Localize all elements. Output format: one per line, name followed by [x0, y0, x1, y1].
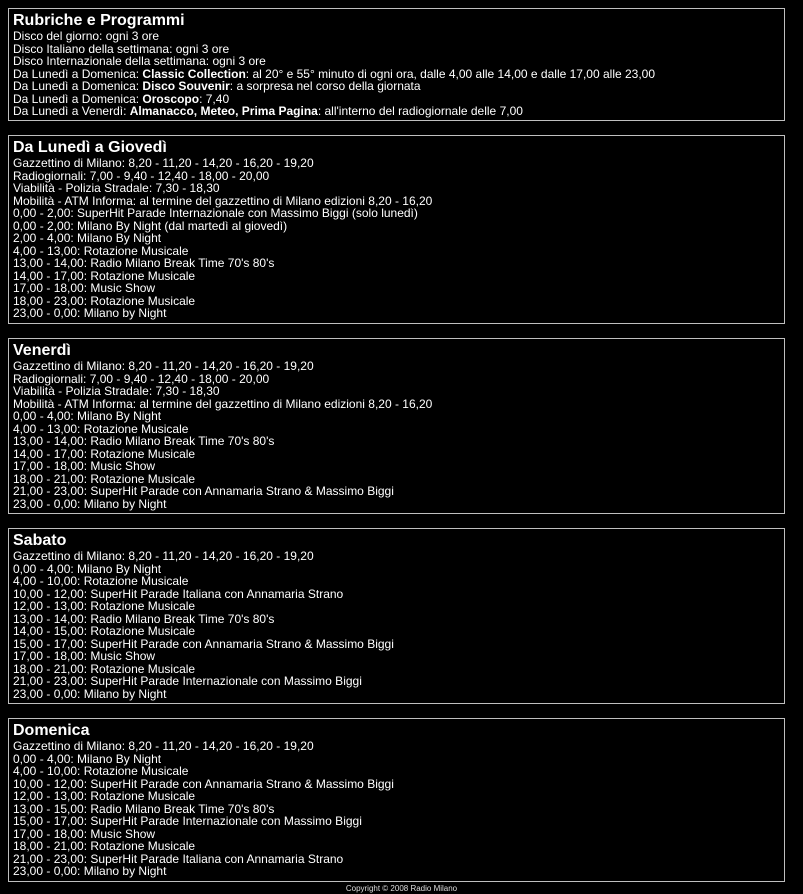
section-venerdi: [8, 338, 785, 514]
schedule-line: Da Lunedì a Domenica: Classic Collection: al 20° e 55° minuto di ogni ora, dalle 4,00 alle 14,00 e dalle 17,00 alle 23,00: [13, 66, 656, 81]
schedule-line: 18,00 - 21,00: Rotazione Musicale: [13, 661, 196, 676]
schedule-line: 14,00 - 15,00: Rotazione Musicale: [13, 624, 196, 638]
schedule-line: 12,00 - 13,00: Rotazione Musicale: [13, 789, 196, 803]
schedule-line: 17,00 - 18,00: Music Show: [13, 281, 156, 295]
section-title: Rubriche e Programmi: [13, 12, 185, 29]
schedule-line: 23,00 - 0,00: Milano by Night: [13, 686, 167, 701]
schedule-line: Da Lunedì a Venerdì: Almanacco, Meteo, Prima Pagina: all'interno del radiogiornale delle 7,00: [13, 104, 523, 118]
schedule-line: 13,00 - 14,00: Radio Milano Break Time 70's 80's: [13, 434, 275, 448]
schedule-line: 4,00 - 10,00: Rotazione Musicale: [13, 764, 189, 778]
schedule-line: 2,00 - 4,00: Milano By Night: [13, 231, 162, 245]
schedule-line: Disco del giorno: ogni 3 ore: [13, 29, 160, 43]
schedule-line: 4,00 - 10,00: Rotazione Musicale: [13, 574, 189, 588]
schedule-line: Gazzettino di Milano: 8,20 - 11,20 - 14,20 - 16,20 - 19,20: [13, 156, 314, 170]
schedule-line: 4,00 - 13,00: Rotazione Musicale: [13, 421, 189, 436]
schedule-line: 21,00 - 23,00: SuperHit Parade con Annamaria Strano & Massimo Biggi: [13, 484, 394, 498]
section-title: Da Lunedì a Giovedì: [13, 139, 167, 156]
section-title: Sabato: [13, 532, 67, 549]
schedule-line: 0,00 - 2,00: SuperHit Parade Internazionale con Massimo Biggi (solo lunedì): [13, 206, 418, 220]
schedule-line: 13,00 - 14,00: Radio Milano Break Time 70's 80's: [13, 256, 275, 270]
schedule-line: 18,00 - 23,00: Rotazione Musicale: [13, 293, 196, 308]
section-title: Venerdì: [13, 342, 71, 359]
schedule-line: 17,00 - 18,00: Music Show: [13, 826, 156, 841]
schedule-line: Radiogiornali: 7,00 - 9,40 - 12,40 - 18,00 - 20,00: [13, 168, 270, 183]
schedule-line: 17,00 - 18,00: Music Show: [13, 459, 156, 473]
schedule-line: 18,00 - 21,00: Rotazione Musicale: [13, 839, 196, 853]
section-title: Domenica: [13, 722, 90, 739]
schedule-line: Viabilità - Polizia Stradale: 7,30 - 18,30: [13, 181, 220, 195]
schedule-line: 13,00 - 14,00: Radio Milano Break Time 70's 80's: [13, 611, 275, 626]
section-sabato: [8, 528, 785, 704]
schedule-line: 17,00 - 18,00: Music Show: [13, 649, 156, 663]
schedule-line: 14,00 - 17,00: Rotazione Musicale: [13, 446, 196, 461]
schedule-line: 10,00 - 12,00: SuperHit Parade Italiana con Annamaria Strano: [13, 586, 344, 601]
schedule-line: 15,00 - 17,00: SuperHit Parade con Annamaria Strano & Massimo Biggi: [13, 636, 394, 651]
schedule-line: 0,00 - 4,00: Milano By Night: [13, 409, 162, 423]
section-lunedi-giovedi: [8, 135, 785, 324]
schedule-line: 21,00 - 23,00: SuperHit Parade Italiana con Annamaria Strano: [13, 851, 344, 866]
schedule-line: 21,00 - 23,00: SuperHit Parade Internazionale con Massimo Biggi: [13, 674, 362, 688]
footer-copyright: Copyright © 2008 Radio Milano: [345, 884, 458, 893]
schedule-line: Gazzettino di Milano: 8,20 - 11,20 - 14,20 - 16,20 - 19,20: [13, 359, 314, 373]
schedule-line: Gazzettino di Milano: 8,20 - 11,20 - 14,20 - 16,20 - 19,20: [13, 739, 314, 753]
schedule-line: 13,00 - 15,00: Radio Milano Break Time 70's 80's: [13, 801, 275, 816]
schedule-line: Da Lunedì a Domenica: Oroscopo: 7,40: [13, 91, 230, 106]
schedule-line: Da Lunedì a Domenica: Disco Souvenir: a sorpresa nel corso della giornata: [13, 79, 421, 93]
schedule-line: 23,00 - 0,00: Milano by Night: [13, 864, 167, 878]
schedule-line: 0,00 - 2,00: Milano By Night (dal martedì al giovedì): [13, 218, 288, 233]
schedule-line: 0,00 - 4,00: Milano By Night: [13, 751, 162, 766]
schedule-line: Disco Italiano della settimana: ogni 3 ore: [13, 41, 230, 56]
schedule-line: Viabilità - Polizia Stradale: 7,30 - 18,30: [13, 384, 220, 398]
schedule-line: 23,00 - 0,00: Milano by Night: [13, 496, 167, 511]
schedule-line: 4,00 - 13,00: Rotazione Musicale: [13, 243, 189, 258]
section-rubriche: [8, 8, 785, 121]
schedule-line: 18,00 - 21,00: Rotazione Musicale: [13, 471, 196, 486]
schedule-line: 14,00 - 17,00: Rotazione Musicale: [13, 268, 196, 283]
schedule-line: Disco Internazionale della settimana: ogni 3 ore: [13, 54, 266, 68]
section-domenica: [8, 718, 785, 882]
schedule-line: Radiogiornali: 7,00 - 9,40 - 12,40 - 18,00 - 20,00: [13, 371, 270, 386]
schedule-line: 12,00 - 13,00: Rotazione Musicale: [13, 599, 196, 613]
schedule-line: 10,00 - 12,00: SuperHit Parade con Annamaria Strano & Massimo Biggi: [13, 776, 394, 791]
schedule-line: 0,00 - 4,00: Milano By Night: [13, 561, 162, 576]
schedule-line: Mobilità - ATM Informa: al termine del gazzettino di Milano edizioni 8,20 - 16,20: [13, 193, 433, 208]
schedule-line: 15,00 - 17,00: SuperHit Parade Internazionale con Massimo Biggi: [13, 814, 362, 828]
schedule-line: Gazzettino di Milano: 8,20 - 11,20 - 14,20 - 16,20 - 19,20: [13, 549, 314, 563]
schedule-line: 23,00 - 0,00: Milano by Night: [13, 306, 167, 320]
schedule-line: Mobilità - ATM Informa: al termine del gazzettino di Milano edizioni 8,20 - 16,20: [13, 396, 433, 411]
